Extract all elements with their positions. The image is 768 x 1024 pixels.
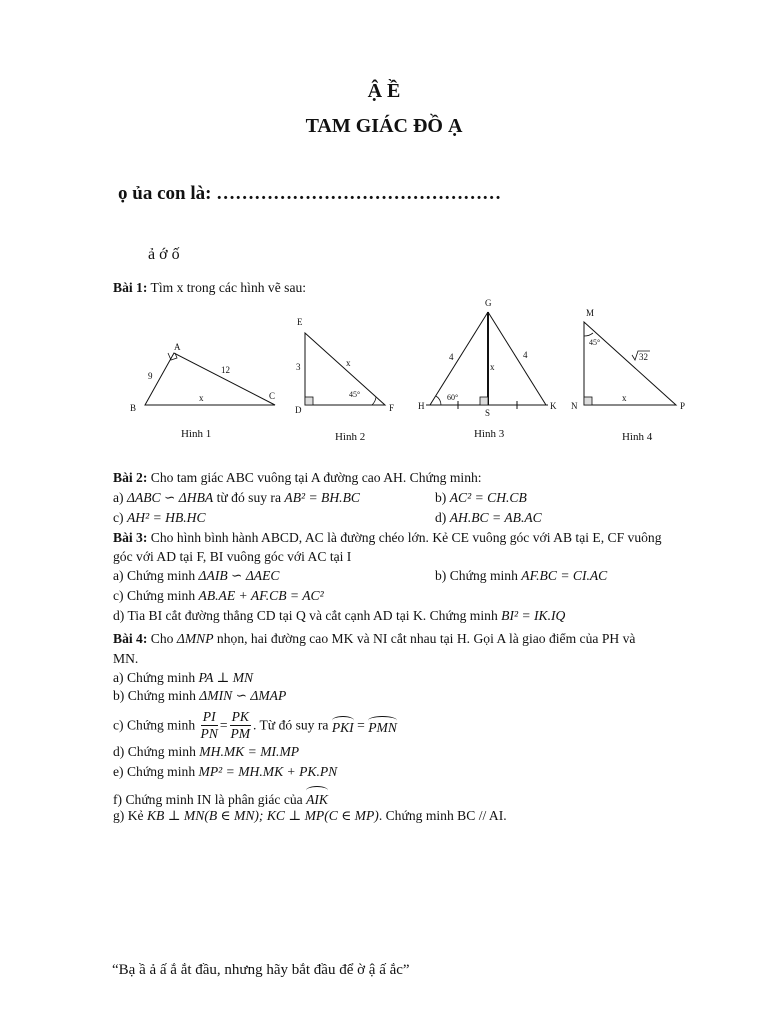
bai2-text: Cho tam giác ABC vuông tại A đường cao AH. Chứng minh:: [150, 470, 482, 485]
bai2-label: Bài 2:: [113, 470, 148, 485]
fig2-caption: Hình 2: [335, 431, 366, 443]
bai3-heading: [113, 528, 662, 548]
fig1-label-ab: 9: [148, 371, 153, 381]
bai4-text-line2: MN.: [113, 651, 139, 666]
bai3-label: Bài 3:: [113, 530, 148, 545]
bai4-g-post: . Chứng minh BC // AI.: [378, 808, 507, 823]
title-line-1: Ậ Ề: [367, 80, 401, 102]
bai4-b-math: ΔMIN ∽ ΔMAP: [199, 688, 287, 703]
bai4-c-num2: PK: [231, 709, 249, 724]
bai4-heading: [113, 629, 635, 649]
bai3-b-prefix: b) Chứng minh: [435, 568, 522, 583]
bai2-d-math: AH.BC = AB.AC: [449, 510, 542, 525]
fig3-label-gk: 4: [523, 350, 528, 360]
bai4-c-den2: PM: [230, 726, 251, 741]
bai2-a-mid: từ đó suy ra: [213, 490, 285, 505]
bai1-text: Tìm x trong các hình vẽ sau:: [150, 280, 307, 295]
fig2-label-de: 3: [296, 362, 301, 372]
bai4-g: [113, 806, 507, 826]
figure-2-labels: [295, 317, 394, 443]
bai4-e: [113, 762, 337, 782]
footer-quote: “Bạ ầ ả ấ ắ ắt đầu, nhưng hãy bắt đầu để ờ ậ ấ ắc”: [112, 962, 410, 978]
bai3-d-prefix: d) Tia BI cắt đường thẳng CD tại Q và cắt cạnh AD tại K. Chứng minh: [113, 608, 502, 623]
figure-3: [426, 312, 548, 409]
fig3-label-s: S: [485, 408, 491, 418]
bai4-c-mid: . Từ đó suy ra: [252, 717, 332, 733]
bai4-text1-math: ΔMNP: [176, 631, 214, 646]
title-line-2: TAM GIÁC ĐỒ Ạ: [305, 115, 463, 137]
fig3-label-h: H: [418, 401, 425, 411]
fig4-label-angle: 45°: [589, 338, 601, 347]
bai4-a-math: PA ⊥ MN: [198, 670, 254, 685]
bai1-label: Bài 1:: [113, 280, 148, 295]
bai4-d-prefix: d) Chứng minh: [113, 744, 200, 759]
bai4-label: Bài 4:: [113, 631, 148, 646]
bai4-c-angle-2: PMN: [368, 716, 397, 736]
fig4-label-m: M: [586, 308, 595, 318]
bai3-b: [435, 566, 607, 586]
bai2-a-prefix: a): [113, 490, 127, 505]
bai4-c: [113, 709, 397, 742]
fig4-label-x: x: [622, 393, 627, 403]
fig4-caption: Hình 4: [622, 431, 653, 443]
bai4-c-prefix: c) Chứng minh: [113, 717, 199, 733]
bai2-heading: [113, 468, 482, 488]
bai1-heading: [113, 278, 306, 298]
figure-4-labels: [571, 308, 685, 443]
bai4-a-prefix: a) Chứng minh: [113, 670, 199, 685]
fig3-label-gh: 4: [449, 352, 454, 362]
fig4-label-mp: 32: [639, 352, 648, 362]
fig2-label-d: D: [295, 405, 302, 415]
bai2-a-math: ΔABC ∽ ΔHBA: [126, 490, 214, 505]
bai4-a: [113, 668, 253, 688]
fig3-label-k: K: [550, 401, 557, 411]
bai3-b-math: AF.BC = CI.AC: [521, 568, 608, 583]
bai3-c-math: AB.AE + AF.CB = AC²: [198, 588, 324, 603]
fig2-label-f: F: [389, 403, 395, 413]
fig1-caption: Hình 1: [181, 428, 212, 440]
bai4-c-fraction-1: [201, 709, 218, 742]
fig1-label-x: x: [199, 393, 204, 403]
bai3-d: [113, 606, 565, 626]
fig3-label-angle: 60°: [447, 393, 459, 402]
bai4-f-prefix: f) Chứng minh IN là phân giác của: [113, 792, 307, 807]
fig2-label-e: E: [297, 317, 303, 327]
fig3-caption: Hình 3: [474, 428, 505, 440]
bai4-b-prefix: b) Chứng minh: [113, 688, 200, 703]
bai4-e-prefix: e) Chứng minh: [113, 764, 199, 779]
bai4-d-math: MH.MK = MI.MP: [199, 744, 300, 759]
fig1-label-c: C: [269, 391, 276, 401]
student-name-line: ọ ủa con là: ………………………………………: [118, 183, 502, 204]
bai4-text1-pre: Cho: [150, 631, 177, 646]
fig4-label-p: P: [680, 401, 686, 411]
bai4-b: [113, 686, 286, 706]
bai2-a-math2: AB² = BH.BC: [284, 490, 360, 505]
figure-2: [305, 333, 385, 405]
bai4-c-angle-1: PKI: [332, 716, 354, 736]
bai4-c-fraction-2: [230, 709, 251, 742]
bai3-d-math: BI² = IK.IQ: [501, 608, 566, 623]
bai2-a: [113, 488, 360, 508]
bai3-c: [113, 586, 324, 606]
bai2-c: [113, 508, 206, 528]
bai4-g-prefix: g) Kẻ: [113, 808, 147, 823]
bai4-c-eq2: =: [353, 717, 369, 733]
bai3-text1: Cho hình bình hành ABCD, AC là đường chéo lớn. Kẻ CE vuông góc với AB tại E, CF vuông: [150, 530, 662, 545]
fig3-label-x: x: [490, 362, 495, 372]
bai2-c-math: AH² = HB.HC: [126, 510, 206, 525]
bai4-f-angle: AIK: [306, 786, 328, 810]
bai2-b-math: AC² = CH.CB: [449, 490, 527, 505]
bai2-d: [435, 508, 542, 528]
fig3-label-g: G: [485, 298, 492, 308]
fig2-label-angle: 45°: [349, 390, 361, 399]
subtitle-line: ả ớ ố: [148, 246, 180, 263]
figure-1-labels: [130, 342, 275, 440]
fig2-label-x: x: [346, 358, 351, 368]
bai2-b-prefix: b): [435, 490, 450, 505]
bai3-a-prefix: a) Chứng minh: [113, 568, 199, 583]
bai2-d-prefix: d): [435, 510, 450, 525]
figure-4: [584, 322, 676, 405]
bai3-a-math: ΔAIB ∽ ΔAEC: [198, 568, 280, 583]
bai4-e-math: MP² = MH.MK + PK.PN: [198, 764, 338, 779]
figure-1: [145, 353, 275, 405]
bai2-c-prefix: c): [113, 510, 127, 525]
bai4-text1-post: nhọn, hai đường cao MK và NI cắt nhau tại H. Gọi A là giao điểm của PH và: [213, 631, 636, 646]
bai4-c-num1: PI: [201, 709, 218, 726]
bai4-c-eq: =: [219, 717, 228, 733]
fig4-label-n: N: [571, 401, 578, 411]
bai4-g-math: KB ⊥ MN(B ∈ MN); KC ⊥ MP(C ∈ MP): [146, 808, 379, 823]
fig1-label-ac: 12: [221, 365, 230, 375]
bai2-b: [435, 488, 527, 508]
bai4-d: [113, 742, 299, 762]
bai3-a: [113, 566, 279, 586]
bai3-c-prefix: c) Chứng minh: [113, 588, 199, 603]
bai3-text-line2: góc với AD tại F, BI vuông góc với AC tại I: [113, 549, 352, 564]
fig1-label-b: B: [130, 403, 137, 413]
fig1-label-a: A: [174, 342, 181, 352]
bai4-c-den1: PN: [200, 726, 218, 741]
